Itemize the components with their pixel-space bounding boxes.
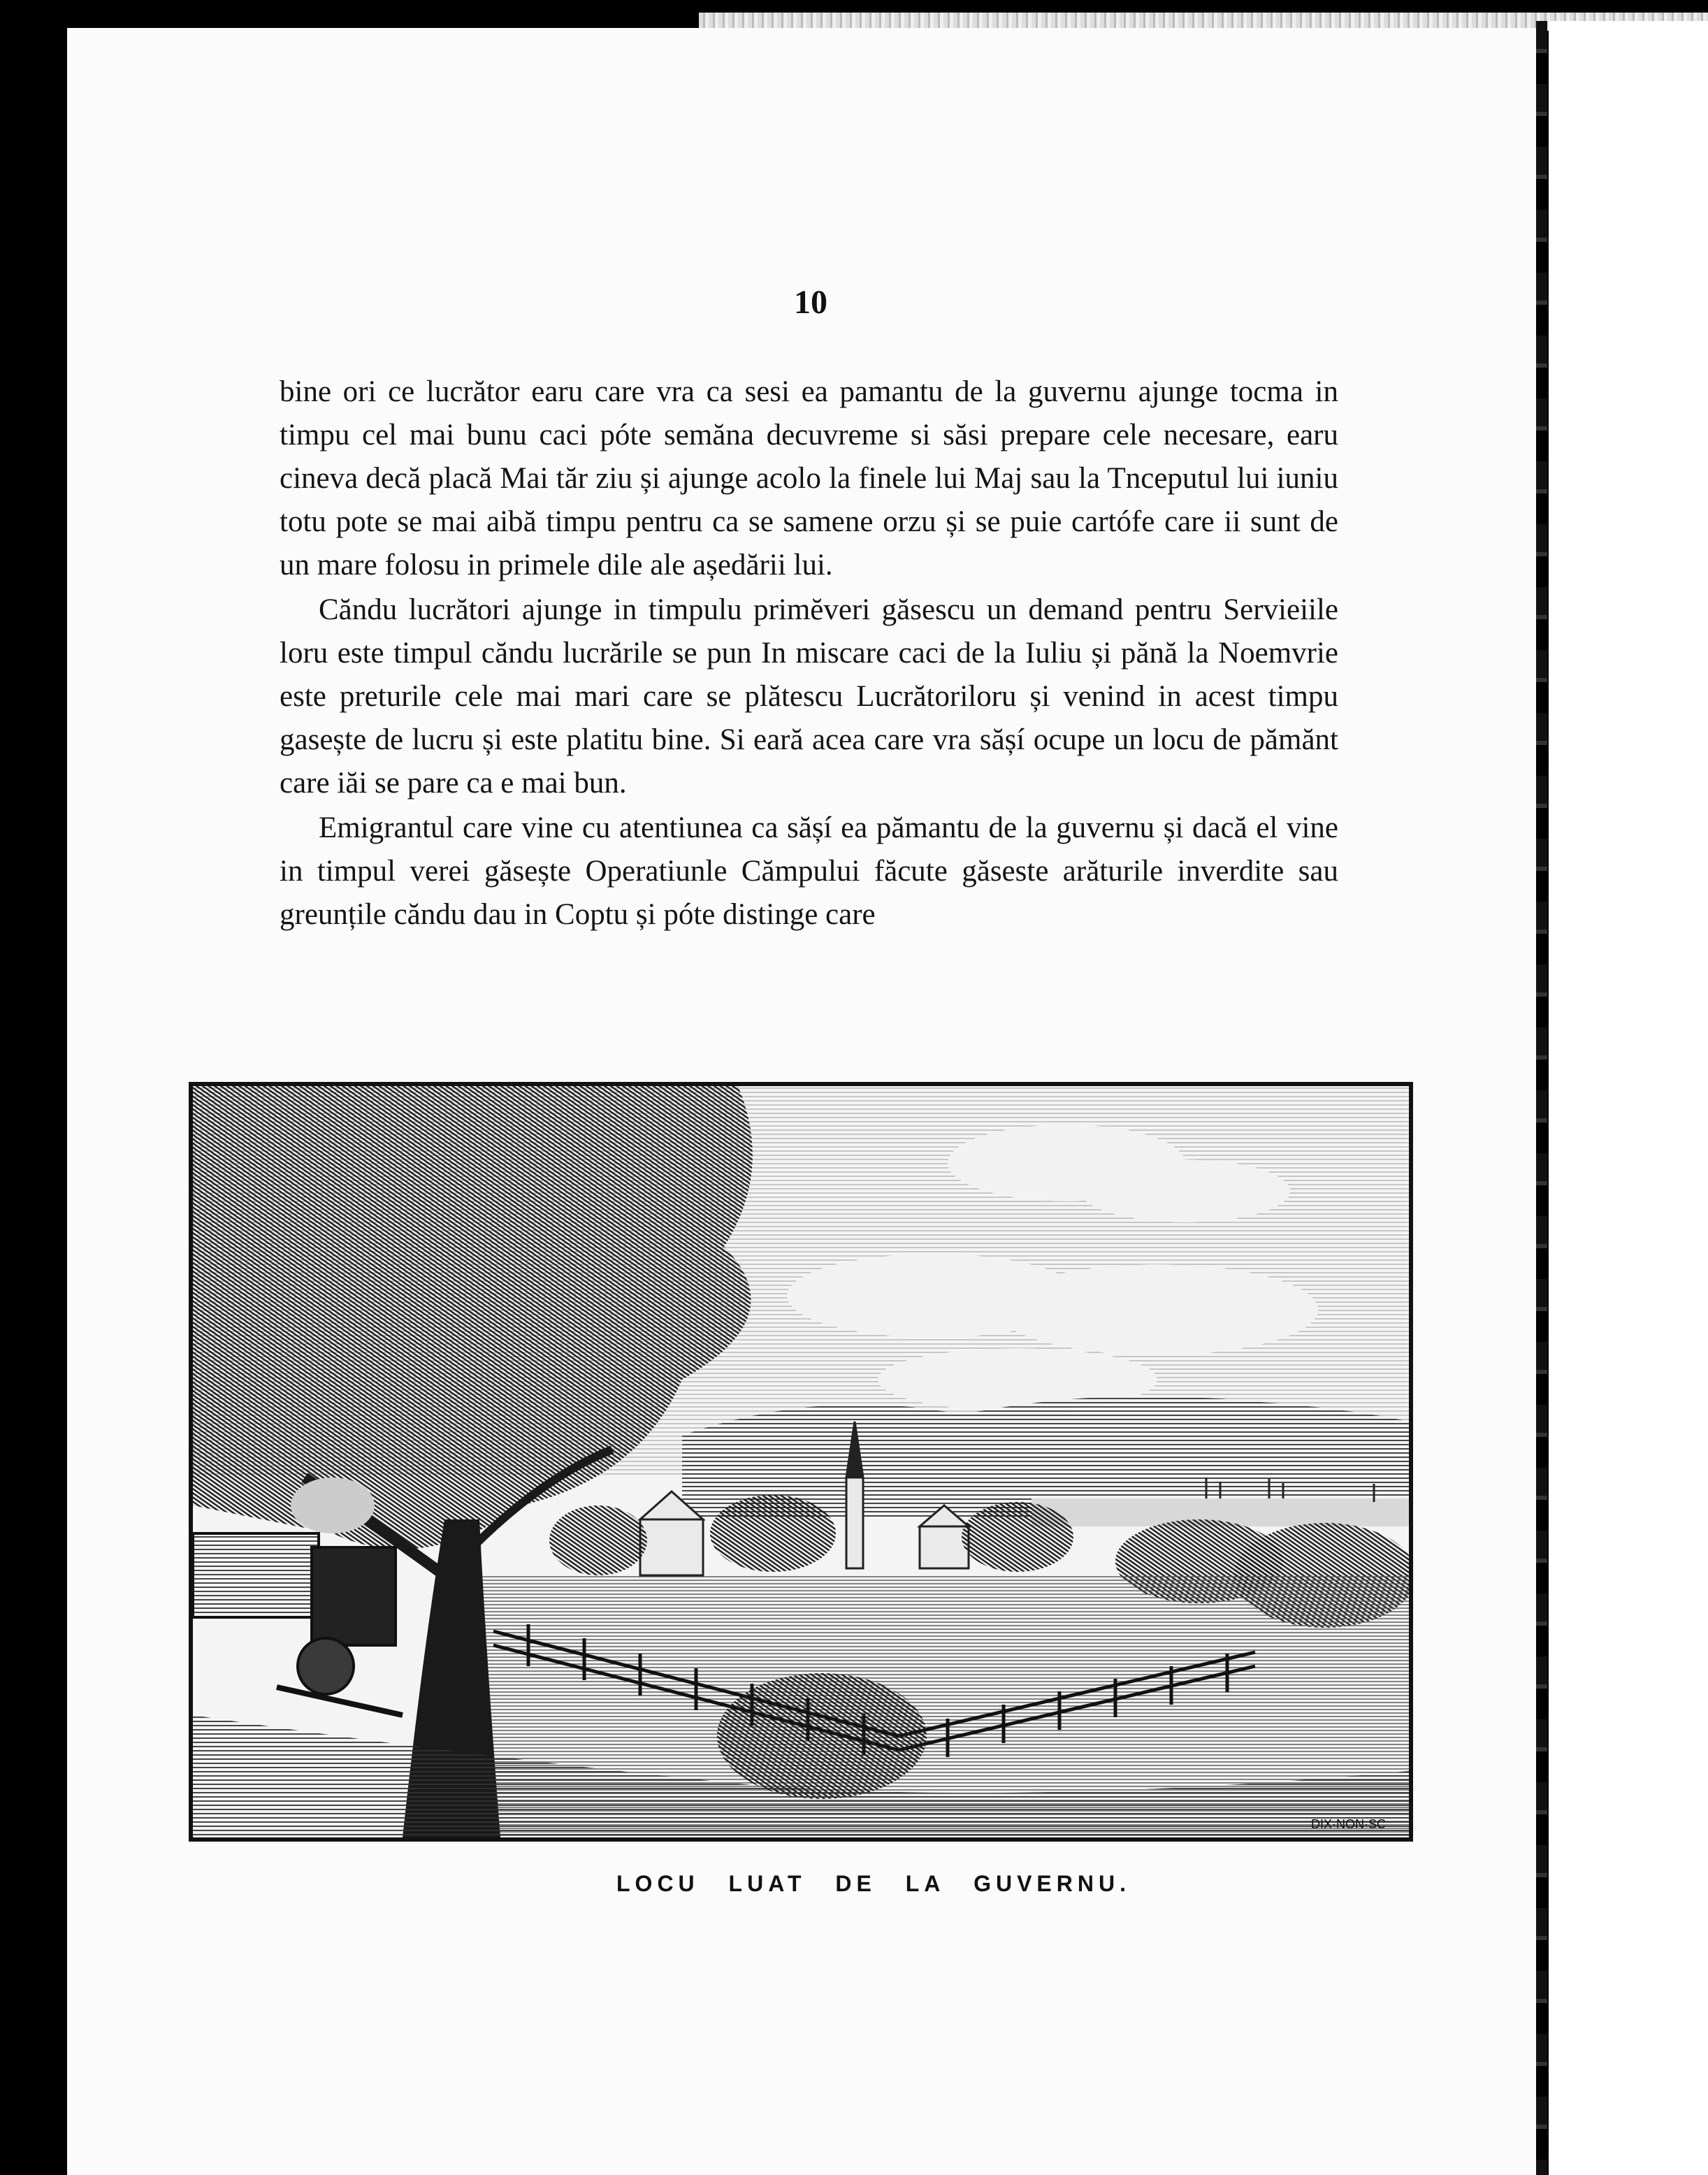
body-text bbox=[280, 370, 1338, 937]
paragraph-3: Emigrantul care vine cu atentiunea ca sășí ea pămantu de la guvernu și dacă el vine in timpul verei găsește Operatiunle Cămpului făcute găseste arăturile inverdite sau greunțile căndu dau in Coptu și póte distinge care bbox=[280, 811, 1338, 931]
engraver-signature: DIX·NON·SC bbox=[1311, 1817, 1386, 1831]
paragraph-2: Căndu lucrători ajunge in timpulu primĕveri găsescu un demand pentru Servieiile loru este timpul căndu lucrările se pun In miscare caci de la Iuliu și pănă la Noemvrie este preturile cele mai mari care se plătescu Lucrătoriloru și venind in acest timpu gasește de lucru și este platitu bine. Si eară acea care vra sășí ocupe un locu de pămănt care iăi se pare ca e mai bun. bbox=[280, 593, 1338, 800]
engraving-art bbox=[193, 1086, 1409, 1837]
paragraph-1: bine ori ce lucrător earu care vra ca sesi ea pamantu de la guvernu ajunge tocma in timpu cel mai bunu caci póte semăna decuvreme si săsi prepare cele necesare, earu cineva decă placă Mai tăr ziu și ajunge acolo la finele lui Maj sau la Tnceputul lui iuniu totu pote se mai aibă timpu pentru ca se samene orzu și se puie cartófe care ii sunt de un mare folosu in primele dile ale aședării lui. bbox=[280, 375, 1338, 581]
engraving-landscape bbox=[189, 1082, 1413, 1842]
bush bbox=[717, 1673, 927, 1799]
facing-page-edge bbox=[1549, 21, 1708, 2175]
train bbox=[193, 1477, 403, 1715]
illustration-caption: LOCU LUAT DE LA GUVERNU. bbox=[616, 1871, 1131, 1896]
book-spine bbox=[1536, 21, 1547, 2175]
page-number: 10 bbox=[794, 284, 827, 321]
